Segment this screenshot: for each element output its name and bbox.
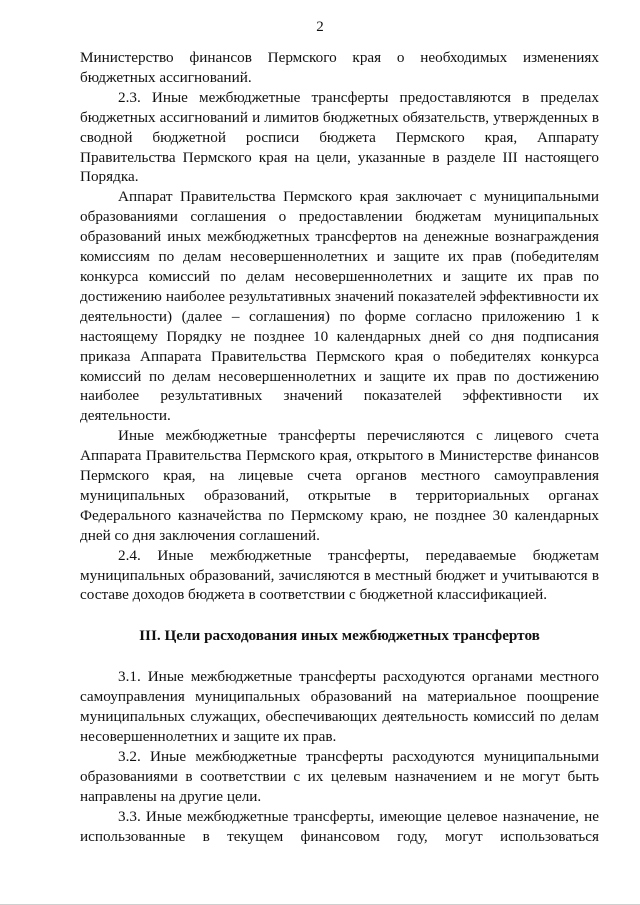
paragraph-3-3: 3.3. Иные межбюджетные трансферты, имеющие целевое назначение, не использованные в текущем финансовом году, могут использоваться [80,807,599,845]
document-body [80,48,599,846]
section-heading: III. Цели расходования иных межбюджетных трансфертов [139,627,540,645]
paragraph-agreements: Аппарат Правительства Пермского края заключает с муниципальными образованиями соглашения о предоставлении бюджетам муниципальных образований иных межбюджетных трансфертов на денежные вознаграждения комиссиям по делам несовершеннолетних и защите их прав (победителям конкурса комиссий по делам несовершеннолетних и защите их прав по достижению наиболее результативных значений показателей эффективности их деятельности) (далее – соглашения) по форме согласно приложению 1 к настоящему Порядку не позднее 10 календарных дней со дня подписания приказа Аппарата Правительства Пермского края о победителях конкурса комиссий по делам несовершеннолетних и защите их прав по достижению наиболее результативных значений показателей эффективности их деятельности. [80,188,599,425]
paragraph-3-2: 3.2. Иные межбюджетные трансферты расходуются муниципальными образованиями в соответствии с их целевым назначением и не могут быть направлены на другие цели. [80,747,599,805]
paragraph-2-4: 2.4. Иные межбюджетные трансферты, передаваемые бюджетам муниципальных образований, зачисляются в местный бюджет и учитываются в составе доходов бюджета в соответствии с бюджетной классификацией. [80,546,599,604]
paragraph-2-3: 2.3. Иные межбюджетные трансферты предоставляются в пределах бюджетных ассигнований и лимитов бюджетных обязательств, утвержденных в сводной бюджетной росписи бюджета Пермского края, Аппарату Правительства Пермского края на цели, указанные в разделе III настоящего Порядка. [80,88,599,186]
paragraph-transfer-payment: Иные межбюджетные трансферты перечисляются с лицевого счета Аппарата Правительства Пермского края, открытого в Министерстве финансов Пермского края, на лицевые счета органов местного самоуправления муниципальных образований, открытые в территориальных органах Федерального казначейства по Пермскому краю, не позднее 30 календарных дней со дня заключения соглашений. [80,427,599,544]
paragraph-continuation: Министерство финансов Пермского края о необходимых изменениях бюджетных ассигнований. [80,49,599,86]
paragraph-3-1: 3.1. Иные межбюджетные трансферты расходуются органами местного самоуправления муниципальных образований на материальное поощрение муниципальных служащих, обеспечивающих деятельность комиссий по делам несовершеннолетних и защите их прав. [80,668,599,745]
page-number: 2 [316,19,324,35]
